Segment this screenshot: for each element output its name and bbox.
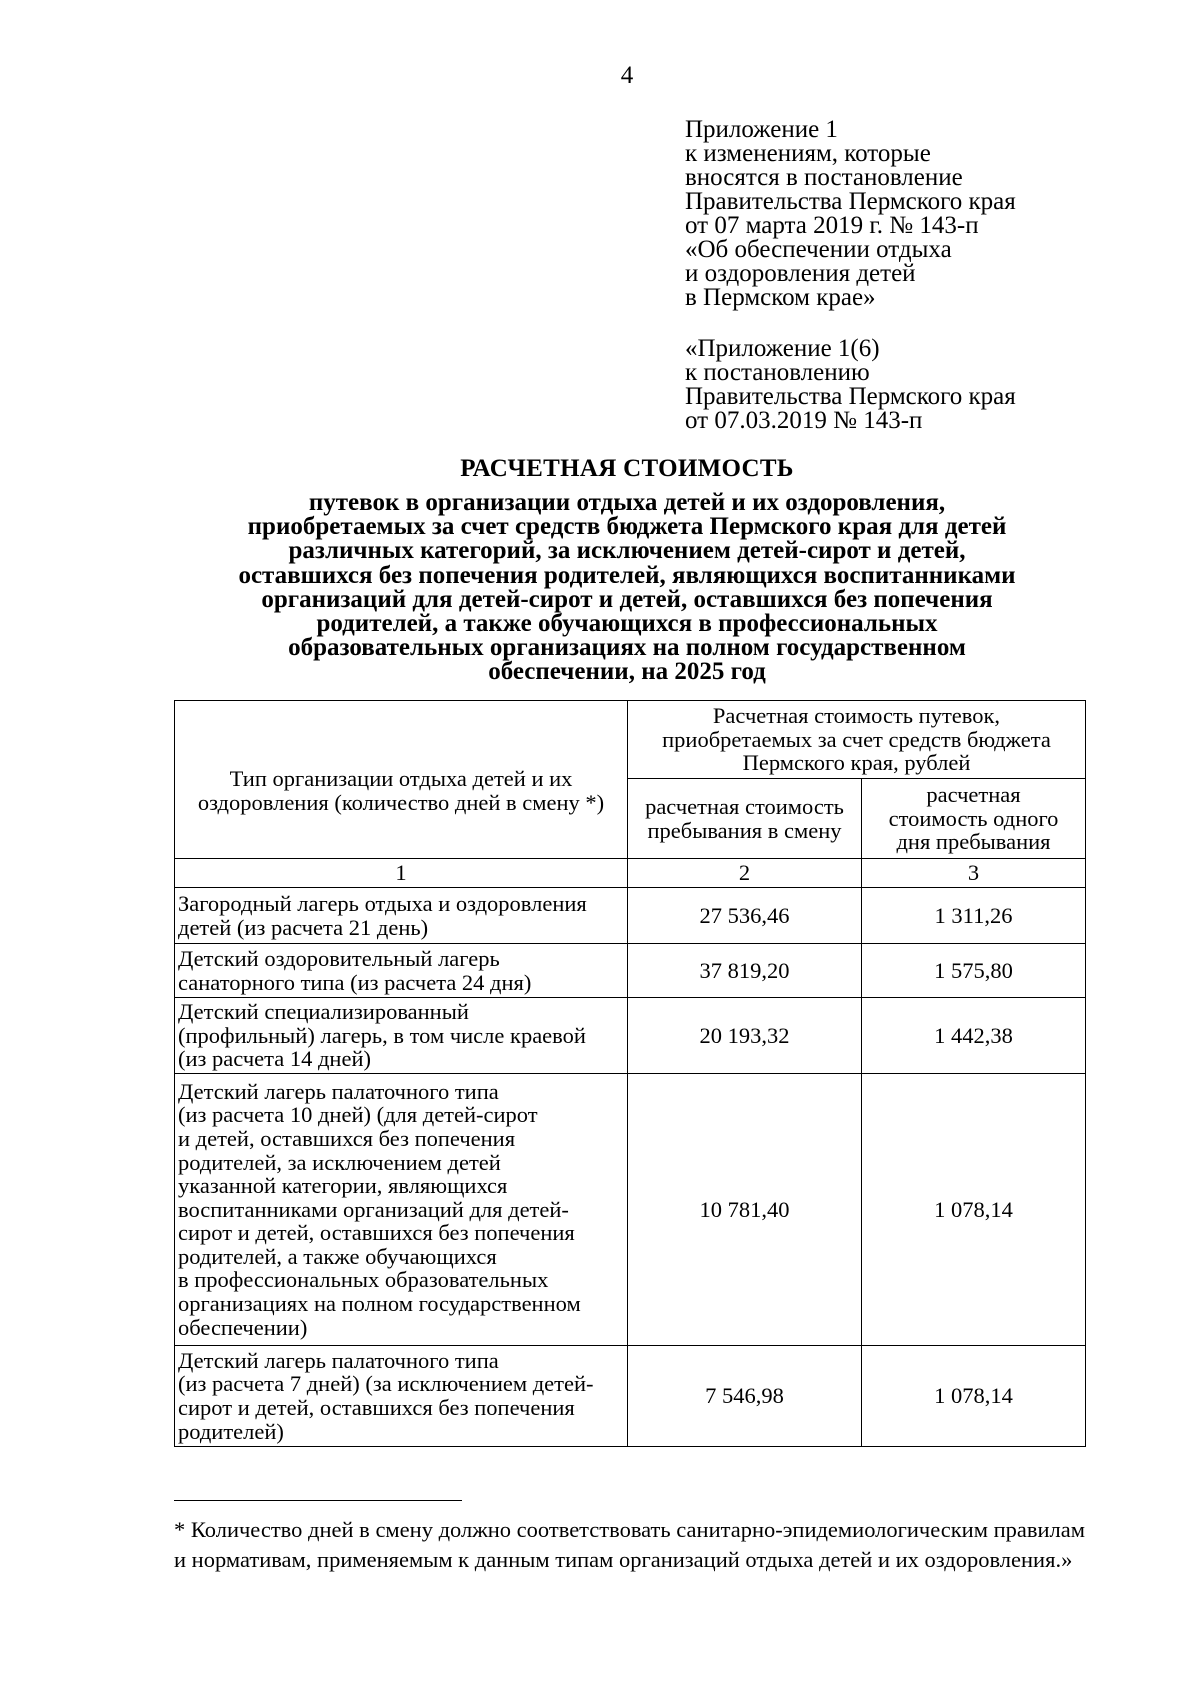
cost-per-day-cell: 1 311,26 [862,888,1086,944]
column-number: 2 [628,859,862,888]
row-text: родителей, за исключением детей [178,1149,501,1175]
row-text: Детский оздоровительный лагерь [178,945,500,971]
row-text: организациях на полном государственном [178,1291,581,1317]
organization-type-cell [175,998,628,1074]
subtitle-line: организаций для детей-сирот и детей, оставшихся без попечения [261,585,993,613]
subtitle-line: путевок в организации отдыха детей и их оздоровления, [308,489,946,516]
row-text: воспитанниками организаций для детей- [178,1196,569,1222]
header-text: стоимость одного [888,805,1059,831]
header-text: Расчетная стоимость путевок, [712,703,1001,729]
header-text: оздоровления (количество дней в смену *) [197,789,605,815]
header-text: расчетная [926,782,1021,808]
table-numbering-row [175,859,1086,888]
footnote-separator [174,1500,462,1501]
row-text: родителей, а также обучающихся [178,1243,497,1269]
organization-type-cell [175,888,628,944]
header-cost-per-shift [628,779,862,859]
appendix-1-line: Приложение 1 [685,116,838,143]
row-text: Детский специализированный [178,999,469,1025]
row-text: (из расчета 14 дней) [178,1046,371,1072]
appendix-2-line: от 07.03.2019 № 143-п [685,407,923,434]
cost-per-shift-cell: 27 536,46 [628,888,862,944]
organization-type-cell [175,1346,628,1447]
appendix-2-line: «Приложение 1(6) [685,335,880,362]
row-text: санаторного типа (из расчета 24 дня) [178,969,532,995]
table-row [175,888,1086,944]
header-text: Тип организации отдыха детей и их [229,765,573,791]
cost-per-shift-cell: 10 781,40 [628,1074,862,1346]
row-text: Детский лагерь палаточного типа [178,1078,499,1104]
appendix-2-line: Правительства Пермского края [685,383,1016,410]
subtitle-line: образовательных организациях на полном государственном [288,634,966,662]
header-text: пребывания в смену [647,817,842,843]
document-subtitle [150,491,1104,685]
table-row [175,1346,1086,1447]
subtitle-line: приобретаемых за счет средств бюджета Пермского края для детей [247,513,1007,541]
appendix-1-reference [685,118,1155,310]
row-text: сирот и детей, оставшихся без попечения [178,1395,575,1420]
row-text: родителей) [178,1418,284,1444]
organization-type-cell [175,944,628,998]
header-cost-group [628,701,1086,779]
row-text: обеспечении) [178,1314,308,1340]
cost-per-day-cell: 1 078,14 [862,1346,1086,1447]
row-text: указанной категории, являющихся [178,1173,508,1199]
table-row [175,998,1086,1074]
appendix-1-line: в Пермском крае» [685,284,876,311]
header-text: дня пребывания [896,829,1051,855]
subtitle-line: родителей, а также обучающихся в профессиональных [316,610,938,638]
row-text: Загородный лагерь отдыха и оздоровления [178,890,587,916]
cost-per-shift-cell: 7 546,98 [628,1346,862,1447]
appendix-1-line: и оздоровления детей [685,260,916,287]
table-row [175,944,1086,998]
appendix-2-line: к постановлению [685,359,870,386]
row-text: (из расчета 7 дней) (за исключением детей- [178,1371,594,1397]
footnote: * Количество дней в смену должно соответствовать санитарно-эпидемиологическим правилам и нормативам, применяемым к данным типам организаций отдыха детей и их оздоровления.» [174,1517,1085,1572]
cost-table [174,700,1086,1447]
cost-per-day-cell: 1 442,38 [862,998,1086,1074]
header-cost-per-day [862,779,1086,859]
subtitle-line: оставшихся без попечения родителей, являющихся воспитанниками [238,561,1016,589]
appendix-1-line: от 07 марта 2019 г. № 143-п [685,212,979,239]
appendix-1-line: Правительства Пермского края [685,188,1016,215]
row-text: детей (из расчета 21 день) [178,914,429,940]
row-text: в профессиональных образовательных [178,1267,549,1293]
organization-type-cell [175,1074,628,1346]
header-organization-type [175,701,628,859]
row-text: Детский лагерь палаточного типа [178,1347,499,1373]
table-header-row [175,701,1086,779]
appendix-1-line: «Об обеспечении отдыха [685,236,952,263]
appendix-1-line: вносятся в постановление [685,164,963,191]
column-number: 3 [862,859,1086,888]
page-number: 4 [620,62,634,89]
header-text: приобретаемых за счет средств бюджета [662,726,1051,752]
subtitle-line: обеспечении, на 2025 год [488,658,766,686]
header-text: Пермского края, рублей [742,750,971,776]
subtitle-line: различных категорий, за исключением детей-сирот и детей, [288,537,966,565]
cost-per-shift-cell: 37 819,20 [628,944,862,998]
row-text: сирот и детей, оставшихся без попечения [178,1220,575,1246]
row-text: и детей, оставшихся без попечения [178,1125,516,1151]
cost-per-shift-cell: 20 193,32 [628,998,862,1074]
appendix-1-line: к изменениям, которые [685,140,931,167]
row-text: (из расчета 10 дней) (для детей-сирот [178,1102,538,1128]
document-title: РАСЧЕТНАЯ СТОИМОСТЬ [460,455,794,482]
column-number: 1 [175,859,628,888]
appendix-2-reference [685,337,1155,433]
header-text: расчетная стоимость [645,793,844,819]
cost-per-day-cell: 1 078,14 [862,1074,1086,1346]
row-text: (профильный) лагерь, в том числе краевой [178,1022,586,1048]
cost-per-day-cell: 1 575,80 [862,944,1086,998]
table-row [175,1074,1086,1346]
